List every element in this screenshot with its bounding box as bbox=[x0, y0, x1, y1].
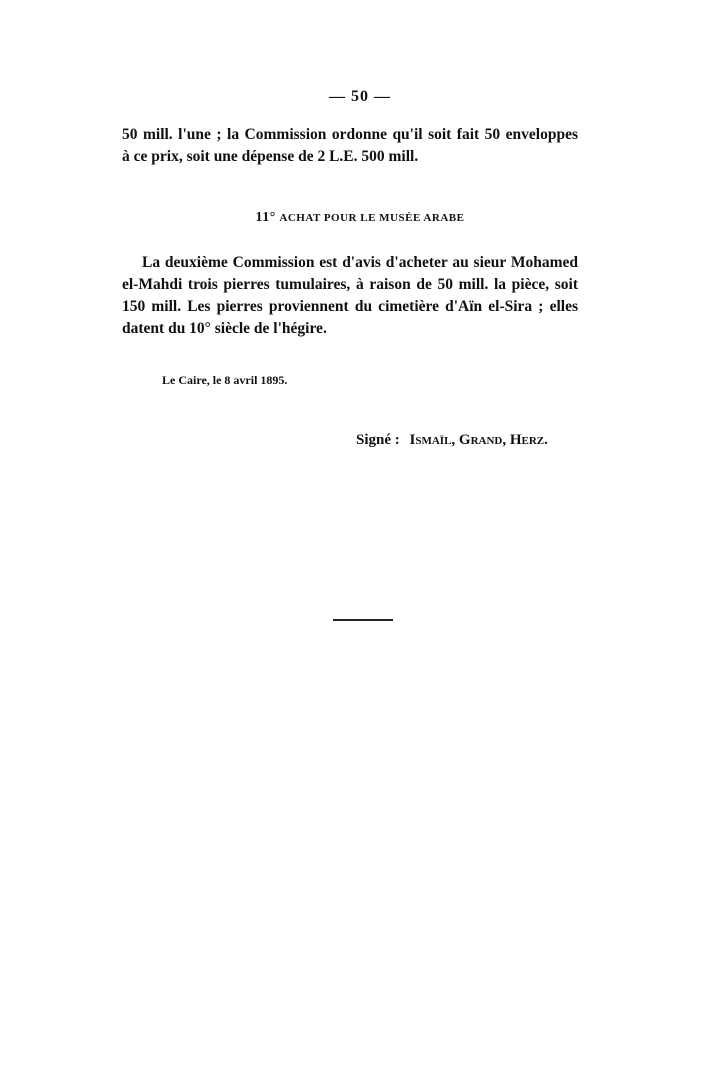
paragraph-line: 150 mill. Les pierres proviennent du cimetière d'Aïn el-Sira ; elles bbox=[122, 298, 578, 315]
paragraph-line: el-Mahdi trois pierres tumulaires, à raison de 50 mill. la pièce, soit bbox=[122, 276, 578, 293]
signature-block bbox=[356, 432, 548, 449]
paragraph-line: à ce prix, soit une dépense de 2 L.E. 500 mill. bbox=[122, 148, 419, 165]
signature-label: Signé : bbox=[356, 432, 400, 448]
place-date: Le Caire, le 8 avril 1895. bbox=[162, 373, 288, 387]
section-number: 11° bbox=[255, 210, 276, 225]
paragraph-pierres-tumulaires bbox=[122, 252, 578, 340]
section-heading bbox=[0, 210, 720, 226]
end-rule bbox=[333, 619, 393, 621]
paragraph-line: 50 mill. l'une ; la Commission ordonne qu'il soit fait 50 enveloppes bbox=[122, 126, 578, 143]
page-number: — 50 — bbox=[329, 88, 391, 105]
signatory-names: Ismaïl, Grand, Herz. bbox=[409, 432, 548, 448]
paragraph-line: La deuxième Commission est d'avis d'acheter au sieur Mohamed bbox=[142, 254, 578, 271]
paragraph-commission-enveloppes bbox=[122, 124, 578, 168]
paragraph-line: datent du 10° siècle de l'hégire. bbox=[122, 320, 327, 337]
section-title: ACHAT POUR LE MUSÉE ARABE bbox=[279, 212, 465, 224]
